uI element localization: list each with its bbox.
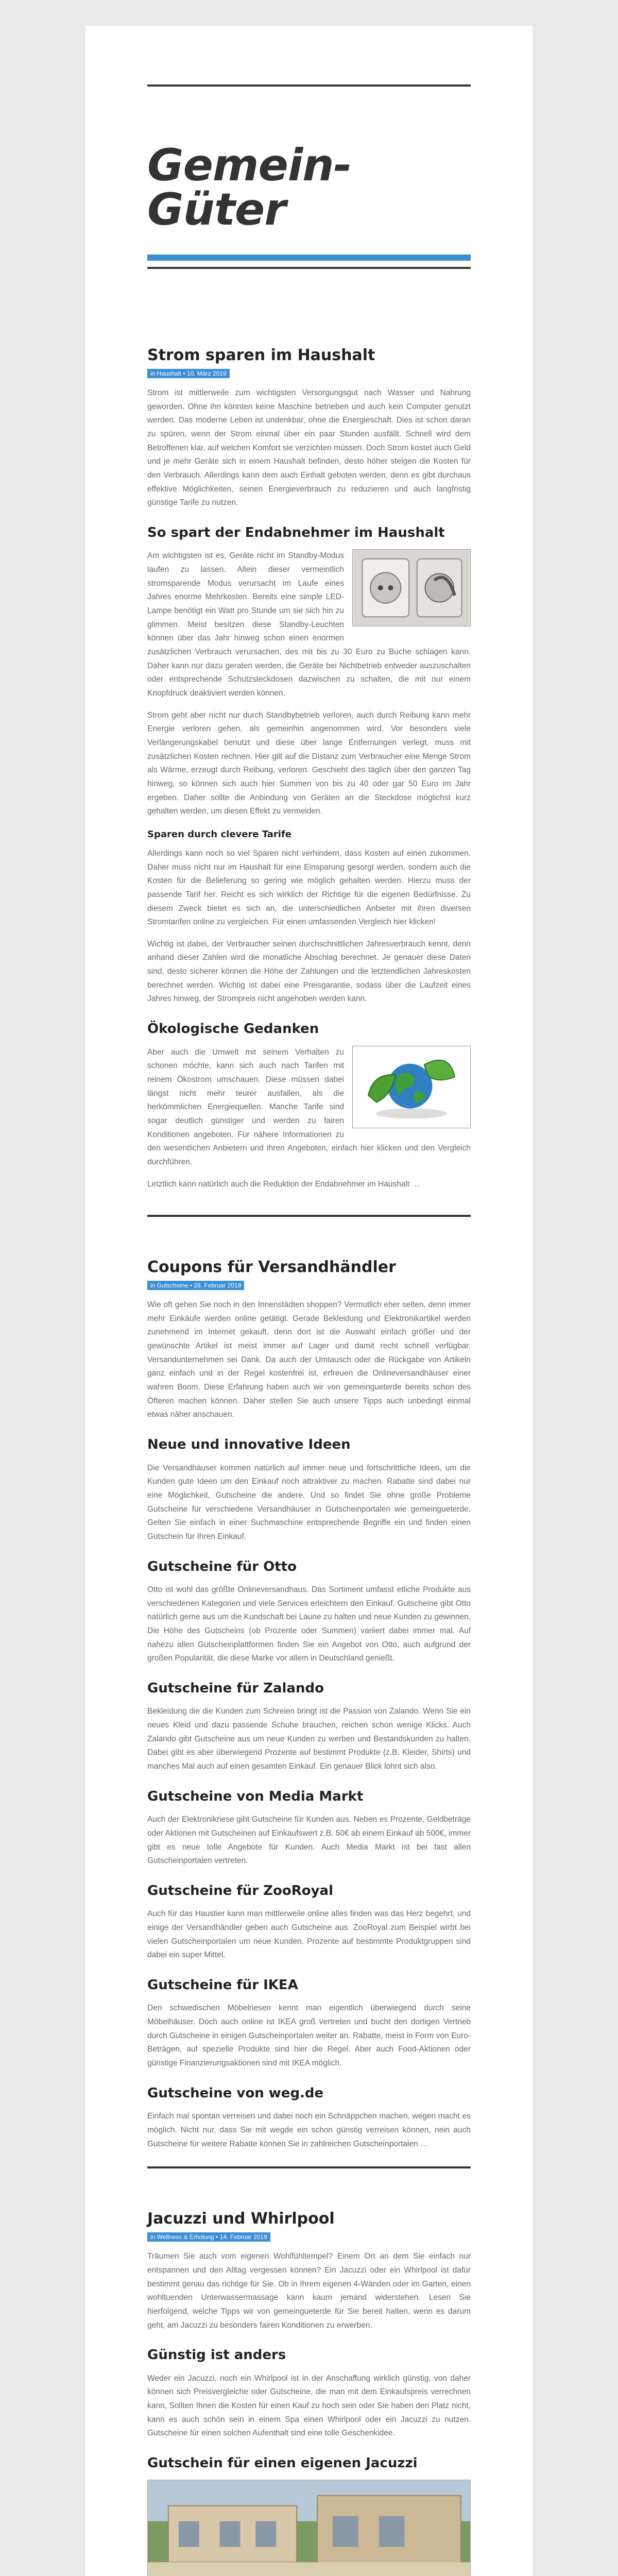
article-coupons: [147, 1258, 471, 2168]
article-subheading: Gutscheine für Otto: [147, 1558, 297, 1574]
article-separator: [147, 2166, 471, 2168]
site-title[interactable]: Gemein-Güter: [147, 140, 352, 235]
article-paragraph: Allerdings kann noch so viel Sparen nicht verhindern, dass Kosten auf einen zukommen. Daher muss nicht nur im Haushalt für eine Einsparung gesorgt werden, sondern auch die Kosten für die Belieferung so gering wie möglich gehalten werden. Hierzu muss der passende Tarif her. Reicht es sich wirklich der Richtige für die eigenen Bedürfnisse. Zu diesem Zweck bietet es sich an, die unterschiedlichen Anbieter mit ihren diversen Stromtarifen online zu vergleichen. Für einen umfassenden Vergleich hier klicken!: [147, 849, 471, 927]
article-meta-link[interactable]: in Wellness & Erholung • 14. Februar 2019: [150, 2233, 267, 2241]
article-paragraph: Bekleidung die die Kunden zum Schreien bringt ist die Passion von Zalando. Wenn Sie ein neues Kleid und dazu passende Schuhe brauchen, reichen schon wenige Klicks. Auch Zalando gibt Gutscheine aus um neue Kunden zu werben und Bestandskunden zu halten. Dabei gibt es aber überwiegend Prozente auf bestimmt Produkte (z.B. Kleider, Shirts) und manches Mal auch auf einen gesamten Einkauf. Ein genauer Blick lohnt sich also.: [147, 1707, 471, 1771]
article-paragraph: Einfach mal spontan verreisen und dabei noch ein Schnäppchen machen, wegen macht es möglich. Nicht nur, dass Sie mit wegde ein schon günstig verreisen können, nein auch Gutscheine für weitere Rabatte können Sie in zahlreichen Gutscheinportalen …: [147, 2112, 471, 2148]
article-meta: [147, 369, 230, 378]
article-jacuzzi: [147, 2210, 471, 2576]
article-subheading: Gutschein für einen eigenen Jacuzzi: [147, 2455, 418, 2471]
article-separator: [147, 1215, 471, 1217]
eco-globe-image: [352, 1046, 471, 1128]
header-accent-rule: [147, 255, 471, 261]
page-container: [85, 26, 533, 2576]
article-title[interactable]: Jacuzzi und Whirlpool: [147, 2210, 335, 2228]
article-subheading: Gutscheine für ZooRoyal: [147, 1883, 333, 1899]
article-meta-link[interactable]: in Gutscheine • 28. Februar 2019: [150, 1282, 242, 1290]
pool-photo: [147, 2480, 471, 2576]
article-subheading: Ökologische Gedanken: [147, 1021, 319, 1037]
article-meta-link[interactable]: in Haushalt • 10. März 2019: [150, 370, 227, 377]
article-subheading: Sparen durch clevere Tarife: [147, 828, 292, 840]
article-paragraph: Aber auch die Umwelt mit seinem Verhalten zu schonen möchte, kann sich auch nach Tarifen mit reinem Ökostrom umschauen. Diese müssen dabei längst nicht mehr teurer ausfallen, als die herkömmlichen Energiequellen. Manche Tarife sind sogar deutlich günstiger und werden zu fairen Konditionen angeboten. Für nähere Informationen zu den wesentlichen Anbietern und ihren Angeboten, einfach hier klicken und den Vergleich durchführen.: [147, 1047, 471, 1166]
article-meta: [147, 1281, 244, 1290]
article-paragraph: Weder ein Jacuzzi, noch ein Whirlpool ist in der Anschaffung wirklich günstig, von daher können sich Preisvergleiche oder Gutscheine, die man mit dem Einkaufspreis verrechnen kann, Sollten Ihnen die Kosten für einen Kauf zu hoch sein oder Sie haben den Platz nicht, kann es auch schön sein in einem Spa einen Whirlpool oder ein Jacuzzi zu nutzen. Gutscheine für einen solchen Aufenthalt sind eine tolle Geschenkidee.: [147, 2374, 471, 2438]
article-subheading: Gutscheine von Media Markt: [147, 1788, 364, 1804]
article-meta: [147, 2232, 270, 2242]
article-paragraph: Auch für das Haustier kann man mittlerweile online alles finden was das Herz begehrt, und einige der Versandhändler geben auch Gutscheine aus. ZooRoyal zum Beispiel wirbt bei vielen Gutscheinportalen um neue Kunden. Prozente auf bestimmte Produktgruppen sind dabei ein super Mittel.: [147, 1909, 471, 1960]
article-paragraph: Am wichtigsten ist es, Geräte nicht im Standby-Modus laufen zu lassen. Allein dieser vermeintlich stromsparende Modus verursacht im Laufe eines Jahres enorme Mehrkosten. Bereits eine simple LED-Lampe benötigt ein Watt pro Stunde um sie sich hin zu glimmen. Meist besitzen diese Standby-Leuchten können über das Jahr hinweg schon einen enormen zusätzlichen Verbrauch verursachen, des mit bis zu 30 Euro zu Buche schlagen kann. Daher kann nur dazu geraten werden, die Geräte bei Nichtbetrieb entweder auszuschalten oder entsprechende Schutzsteckdosen dazwischen zu schalten, die mit nur einem Knopfdruck deaktiviert werden können.: [147, 551, 471, 698]
article-paragraph: Strom ist mittlerweile zum wichtigsten Versorgungsgut nach Wasser und Nahrung geworden. Ohne ihn könnten keine Maschine betrieben und auch kein Computer genutzt werden. Das moderne Leben ist undenkbar, ohne die Energieschaft. Dies ist schon daran zu spüren, wenn der Strom einmal über ein paar Stunden ausfällt. Schnell wird dem Betroffenen klar, auf welchen Komfort sie verzichten müssen. Doch Strom kostet auch Geld und je mehr Geräte sich in einem Haushalt befinden, desto höher steigen die Kosten für den Verbrauch. Allerdings kann dem auch Einhalt geboten werden, denn es gibt durchaus effektive Möglichkeiten, seinen Energieverbrauch zu reduzieren und auch langfristig günstige Tarife zu nutzen.: [147, 388, 471, 507]
article-paragraph: Letztlich kann natürlich auch die Reduktion der Endabnehmer im Haushalt …: [147, 1179, 420, 1189]
article-paragraph: Träumen Sie auch vom eigenen Wohlfühltempel? Einem Ort an dem Sie einfach nur entspannen und den Alltag vergessen können? Ein Jacuzzi oder ein Whirlpool ist dafür bestimmt genau das richtige für Sie. Ob in Ihrem eigenen 4-Wänden oder im Garten, einen wohltuenden Unterwassermassage kann kaum jemand widerstehen. Lesen Sie hierfolgend, welche Tipps wir von gemeingueterde für Sie bereit halten, wenn es darum geht, am Jacuzzi zu besonders fairen Konditionen zu erwerben.: [147, 2252, 471, 2330]
article-paragraph: Otto ist wohl das größte Onlineversandhaus. Das Sortiment umfasst etliche Produkte aus verschiedenen Kategorien und viele Services erleichtern den Einkauf. Gutscheine gibt Otto natürlich gerne aus um die Kundschaft bei Laune zu halten und neue Kunden zu gewinnen. Die Höhe des Gutscheins (ob Prozente oder Summen) variiert dabei immer mal. Auf nahezu allen Gutscheinplattformen finden Sie ein Angebot von Otto, auch aufgrund der großen Popularität, die diese Marke vor allem in Deutschland genießt.: [147, 1585, 471, 1663]
article-subheading: Gutscheine von weg.de: [147, 2085, 324, 2101]
article-subheading: Günstig ist anders: [147, 2347, 286, 2363]
article-title[interactable]: Coupons für Versandhändler: [147, 1258, 396, 1277]
article-subheading: Neue und innovative Ideen: [147, 1437, 351, 1453]
article-paragraph: Strom geht aber nicht nur durch Standbybetrieb verloren, auch durch Reibung kann mehr Energie verloren gehen, als gemeinhin angenommen wird. Vor besonders viele Verlängerungskabel benutzt und diese über lange Entfernungen verlegt, muss mit zusätzlichen Kosten rechnen. Hier gilt auf die Distanz zum Verbraucher eine Menge Strom als Wärme, erzeugt durch Reibung, verloren. Geschieht dies täglich über den ganzen Tag hinweg, so können sich auch hier Summen von bis zu 40 oder gar 50 Euro im Jahr ergeben. Daher sollte die Anbindung von Geräten an die Steckdose möglichst kurz gehalten werden, um diesen Effekt zu vermeiden.: [147, 710, 471, 816]
article-title[interactable]: Strom sparen im Haushalt: [147, 346, 375, 364]
article-paragraph: Auch der Elektronikriese gibt Gutscheine für Kunden aus. Neben es Prozente, Geldbeträge oder Aktionen mit Gutscheinen auf Einkaufswert z.B. 50€ ab einem Einkauf ab 500€, immer gibt es neue tolle Angebote für Kunden. Auch Media Markt ist bei fast allen Gutscheinportalen vertreten.: [147, 1815, 471, 1866]
header-top-rule: [147, 84, 471, 87]
header-bottom-rule: [147, 267, 471, 269]
article-paragraph: Die Versandhäuser kommen natürlich auf immer neue und fortschrittliche Ideen, um die Kunden gute Ideen um den Einkauf noch attraktiver zu machen. Rabatte sind dabei nur eine Möglichkeit, Gutscheine die andere. Und so findet Sie ohne große Probleme Gutscheine für verschiedene Versandhäuser in Gutscheinportalen wie gemeingueterde. Gelten Sie einfach in einer Suchmaschine entsprechende Begriffe ein und finden einen Gutschein für Ihren Einkauf.: [147, 1463, 471, 1541]
article-subheading: Gutscheine für IKEA: [147, 1977, 298, 1993]
article-strom-sparen: [147, 346, 471, 1217]
sockets-photo: [352, 549, 471, 626]
article-paragraph: Den schwedischen Möbelriesen kennt man eigentlich überwiegend durch seine Möbelhäuser. Doch auch online ist IKEA groß vertreten und bucht den dortigen Vertrieb durch Gutscheine in einigen Gutscheinportalen weiter an. Rabatte, meist in Form von Euro-Beträgen, auf spezielle Produkte sind hier die Regel. Aber auch Food-Aktionen oder günstige Finanzierungsaktionen sind mit IKEA möglich.: [147, 2004, 471, 2068]
article-subheading: So spart der Endabnehmer im Haushalt: [147, 524, 445, 540]
article-subheading: Gutscheine für Zalando: [147, 1680, 324, 1696]
article-paragraph: Wie oft gehen Sie noch in den Innenstädten shoppen? Vermutlich eher selten, denn immer mehr Einkäufe werden online getätigt. Gerade Bekleidung und Elektronikartikel werden zunehmend im Internet gekauft, denn dort ist die Auswahl einfach größer und der gewünschte Artikel ist meist immer auf Lager und damit recht schnell verfügbar. Versandunternehmen sei Dank. Da auch der Umtausch oder die Rückgabe von Artikeln ganz einfach und in der Regel kostenfrei ist, erfreuen die Onlineversandhäuser einer wahren Boom. Diese Erfahrung haben auch wir von gemeingueterde bereits schon des Öfteren machen können. Daher stellen Sie auch unsere Tipps auch unbedingt einmal etwas näher anschauen.: [147, 1300, 471, 1419]
article-paragraph: Wichtig ist dabei, der Verbraucher seinen durchschnittlichen Jahresverbrauch kennt, denn anhand dieser Zahlen wird die monatliche Abschlag berechnet. Je genauer diese Daten sind, desto sicherer können die Höhe der Zahlungen und die letztendlichen Jahreskosten berechnet werden. Wichtig ist dabei eine Preisgarantie, sodass über die Laufzeit eines Jahres hinweg, der Strompreis nicht angehoben werden kann.: [147, 939, 471, 1004]
